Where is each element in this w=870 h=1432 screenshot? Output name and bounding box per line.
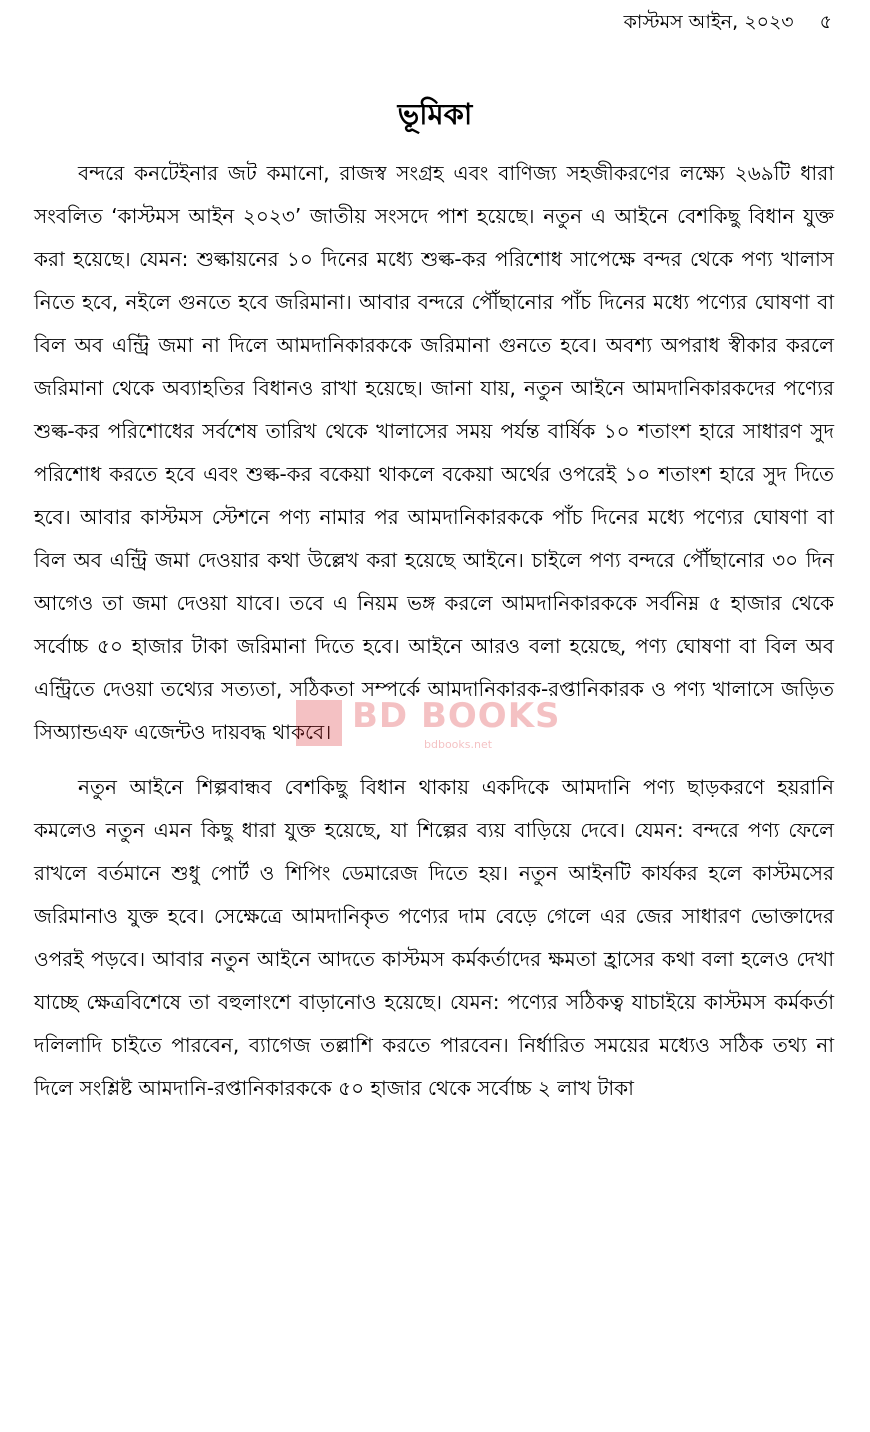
section-title: ভূমিকা [397, 97, 473, 131]
running-header [624, 8, 832, 40]
body-text [34, 152, 834, 1110]
paragraph-2: নতুন আইনে শিল্পবান্ধব বেশকিছু বিধান থাকায় একদিকে আমদানি পণ্য ছাড়করণে হয়রানি কমলেও নতুন এমন কিছু ধারা যুক্ত হয়েছে, যা শিল্পের ব্যয় বাড়িয়ে দেবে। যেমন: বন্দরে পণ্য ফেলে রাখলে বর্তমানে শুধু পোর্ট ও শিপিং ডেমারেজ দিতে হয়। নতুন আইনটি কার্যকর হলে কাস্টমসের জরিমানাও যুক্ত হবে। সেক্ষেত্রে আমদানিকৃত পণ্যের দাম বেড়ে গেলে এর জের সাধারণ ভোক্তাদের ওপরই পড়বে। আবার নতুন আইনে আদতে কাস্টমস কর্মকর্তাদের ক্ষমতা হ্রাসের কথা বলা হলেও দেখা যাচ্ছে ক্ষেত্রবিশেষে তা বহুলাংশে বাড়ানোও হয়েছে। যেমন: পণ্যের সঠিকত্ব যাচাইয়ে কাস্টমস কর্মকর্তা দলিলাদি চাইতে পারবেন, ব্যাগেজ তল্লাশি করতে পারবেন। নির্ধারিত সময়ের মধ্যেও সঠিক তথ্য না দিলে সংশ্লিষ্ট আমদানি-রপ্তানিকারককে ৫০ হাজার থেকে সর্বোচ্চ ২ লাখ টাকা [34, 775, 834, 1100]
paragraph-1: বন্দরে কনটেইনার জট কমানো, রাজস্ব সংগ্রহ এবং বাণিজ্য সহজীকরণের লক্ষ্যে ২৬৯টি ধারা সংবলিত ‘কাস্টমস আইন ২০২৩’ জাতীয় সংসদে পাশ হয়েছে। নতুন এ আইনে বেশকিছু বিধান যুক্ত করা হয়েছে। যেমন: শুল্কায়নের ১০ দিনের মধ্যে শুল্ক-কর পরিশোধ সাপেক্ষে বন্দর থেকে পণ্য খালাস নিতে হবে, নইলে গুনতে হবে জরিমানা। আবার বন্দরে পৌঁছানোর পাঁচ দিনের মধ্যে পণ্যের ঘোষণা বা বিল অব এন্ট্রি জমা না দিলে আমদানিকারককে জরিমানা গুনতে হবে। অবশ্য অপরাধ স্বীকার করলে জরিমানা থেকে অব্যাহতির বিধানও রাখা হয়েছে। জানা যায়, নতুন আইনে আমদানিকারকদের পণ্যের শুল্ক-কর পরিশোধের সর্বশেষ তারিখ থেকে খালাসের সময় পর্যন্ত বার্ষিক ১০ শতাংশ হারে সাধারণ সুদ পরিশোধ করতে হবে এবং শুল্ক-কর বকেয়া থাকলে বকেয়া অর্থের ওপরেই ১০ শতাংশ হারে সুদ দিতে হবে। আবার কাস্টমস স্টেশনে পণ্য নামার পর আমদানিকারককে পাঁচ দিনের মধ্যে পণ্যের ঘোষণা বা বিল অব এন্ট্রি জমা দেওয়ার কথা উল্লেখ করা হয়েছে আইনে। চাইলে পণ্য বন্দরে পৌঁছানোর ৩০ দিন আগেও তা জমা দেওয়া যাবে। তবে এ নিয়ম ভঙ্গ করলে আমদানিকারককে সর্বনিম্ন ৫ হাজার থেকে সর্বোচ্চ ৫০ হাজার টাকা জরিমানা দিতে হবে। আইনে আরও বলা হয়েছে, পণ্য ঘোষণা বা বিল অব এন্ট্রিতে দেওয়া তথ্যের সত্যতা, সঠিকতা সম্পর্কে আমদানিকারক-রপ্তানিকারক ও পণ্য খালাসে জড়িত সিঅ্যান্ডএফ এজেন্টও দায়বদ্ধ থাকবে। [34, 161, 834, 744]
watermark-url: bdbooks.net [424, 738, 493, 751]
watermark-brand: BD BOOKS [352, 696, 561, 736]
book-title: কাস্টমস আইন, ২০২৩ [623, 11, 794, 33]
page-number: ৫ [819, 11, 832, 33]
